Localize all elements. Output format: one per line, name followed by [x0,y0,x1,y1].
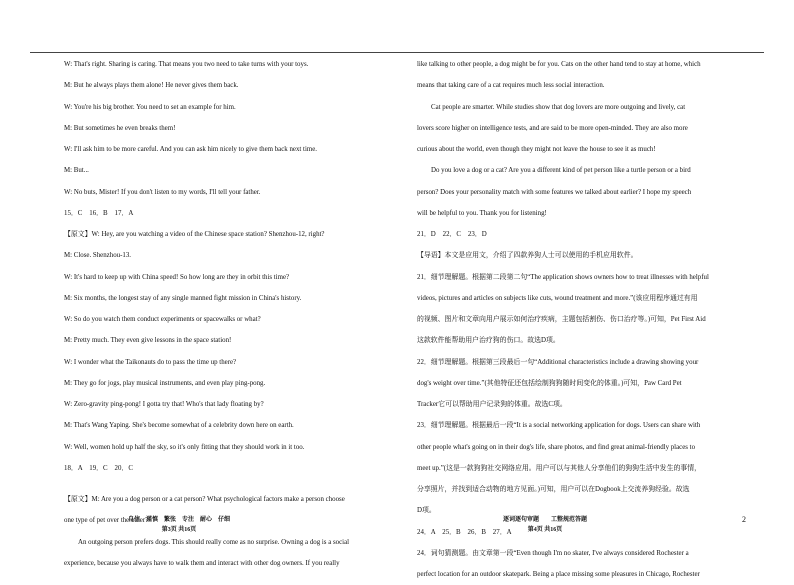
text-line: M: But... [64,167,89,175]
answer-line: 15．C 16．B 17．A [64,209,134,217]
text-line: curious about the world, even though they might not leave the house to see it as much! [417,146,656,153]
text-line: videos, pictures and articles on subjects like cuts, wound treatment and more.”(该应用程序通过有用 [417,294,698,302]
text-line: M: But he always plays them alone! He never gives them back. [64,82,239,90]
footer-right [460,515,630,535]
top-rule [30,52,764,53]
text-line: M: That's Wang Yaping. She's become somewhat of a celebrity down here on earth. [64,422,294,430]
text-line: 24．词句猜测题。由文章第一段“Even though I'm no skater, I've always considered Rochester a [417,549,689,557]
text-line: 【原文】W: Hey, are you watching a video of the Chinese space station? Shenzhou-12, right? [64,231,325,238]
text-line: 的视频、图片和文章向用户展示如何治疗疾病，主题包括割伤、伤口治疗等。)可知，Pet First Aid [417,316,706,323]
text-line: person? Does your personality match with some features we talked about earlier? I hope my speech [417,188,692,196]
text-line: An outgoing person prefers dogs. This should really come as no surprise. Owning a dog is a social [78,538,350,546]
text-line: Cat people are smarter. While studies show that dog lovers are more outgoing and lively, cat [431,103,686,111]
text-line: 21．细节理解题。根据第二段第二句“The application shows owners how to treat illnesses with helpful [417,273,709,281]
footer-motto: 逐词逐句审题 工整规范答题 [502,517,587,523]
answer-line: 21．D 22．C 23．D [417,231,487,238]
text-line: D项。 [417,507,436,515]
answer-line: 24．A 25．B 26．B 27．A [417,528,512,536]
text-line: means that taking care of a cat requires much less social interaction. [417,82,605,90]
text-line: lovers score higher on intelligence tests, and are said to be more open-minded. They are also more [417,124,688,132]
text-line: 分享照片，并找到适合动物的地方见面。)可知，用户可以在Dogbook上交流养狗经验。故选 [417,486,690,493]
text-line: W: Well, women hold up half the sky, so it's only fitting that they should work in it too. [64,443,305,451]
text-line: W: It's hard to keep up with China speed! So how long are they in orbit this time? [64,273,290,281]
text-line: perfect location for an outdoor skatepark. Being a place missing some pleasures in Chicago, Rochester [417,571,700,578]
footer-page-count: 第3页 共16页 [161,527,197,533]
footer-left [64,515,294,535]
text-line: 22．细节理解题。根据第三段最后一句“Additional characteristics include a drawing showing your [417,358,699,366]
text-line: Tracker它可以帮助用户记录狗的体重。故选C项。 [417,401,567,408]
text-line: 23．细节理解题。根据最后一段“It is a social networking application for dogs. Users can share with [417,422,701,430]
text-line: like talking to other people, a dog might be for you. Cats on the other hand tend to stay at home, which [417,61,701,68]
text-line: dog's weight over time.”(其他特征还包括绘制狗狗随时间变化的体重。)可知，Paw Card Pet [417,379,682,387]
text-line: M: But sometimes he even breaks them! [64,124,176,132]
left-column [64,54,409,574]
page-number: 2 [742,515,746,524]
text-line: Do you love a dog or a cat? Are you a different kind of pet person like a turtle person or a bird [431,167,691,175]
text-line: M: Pretty much. They even give lessons in the space station! [64,337,232,345]
text-line: W: I'll ask him to be more careful. And you can ask him nicely to give them back next time. [64,146,317,153]
text-line: W: So do you watch them conduct experiments or spacewalks or what? [64,316,261,323]
text-line: W: No buts, Mister! If you don't listen to my words, I'll tell your father. [64,188,261,196]
text-line: 【导语】本文是应用文，介绍了四款养狗人士可以使用的手机应用软件。 [417,252,638,260]
footer-page-count: 第4页 共16页 [527,527,563,533]
text-line: M: Close. Shenzhou-13. [64,252,131,260]
footer-motto: 自信 谨慎 繁张 专注 耐心 仔细 [127,517,230,523]
text-line: W: Zero-gravity ping-pong! I gotta try that! Who's that lady floating by? [64,401,264,408]
text-line: other people what's going on in their dog's life, share photos, and find great animal-friendly places to [417,443,696,451]
text-line: M: Six months, the longest stay of any single manned fight mission in China's history. [64,294,302,302]
text-line: meet up.”(这是一款狗狗社交网络应用。用户可以与其他人分享他们的狗狗生活中发生的事情， [417,464,702,472]
right-column [417,54,750,585]
answer-line: 18．A 19．C 20．C [64,464,133,472]
text-line: W: You're his big brother. You need to set an example for him. [64,103,236,111]
text-line: W: That's right. Sharing is caring. That means you two need to take turns with your toys. [64,61,309,68]
text-line: 这款软件能帮助用户治疗狗的伤口。故选D项。 [417,337,560,345]
text-line: M: They go for jogs, play musical instruments, and even play ping-pong. [64,379,266,387]
text-line: W: I wonder what the Taikonauts do to pass the time up there? [64,358,237,366]
text-line: one type of pet over the other? [64,517,149,525]
text-line: will be helpful to you. Thank you for listening! [417,209,547,217]
text-line: 【原文】M: Are you a dog person or a cat person? What psychological factors make a person choose [64,496,345,503]
text-line: experience, because you always have to walk them and interact with other dog owners. If you really [64,559,340,567]
